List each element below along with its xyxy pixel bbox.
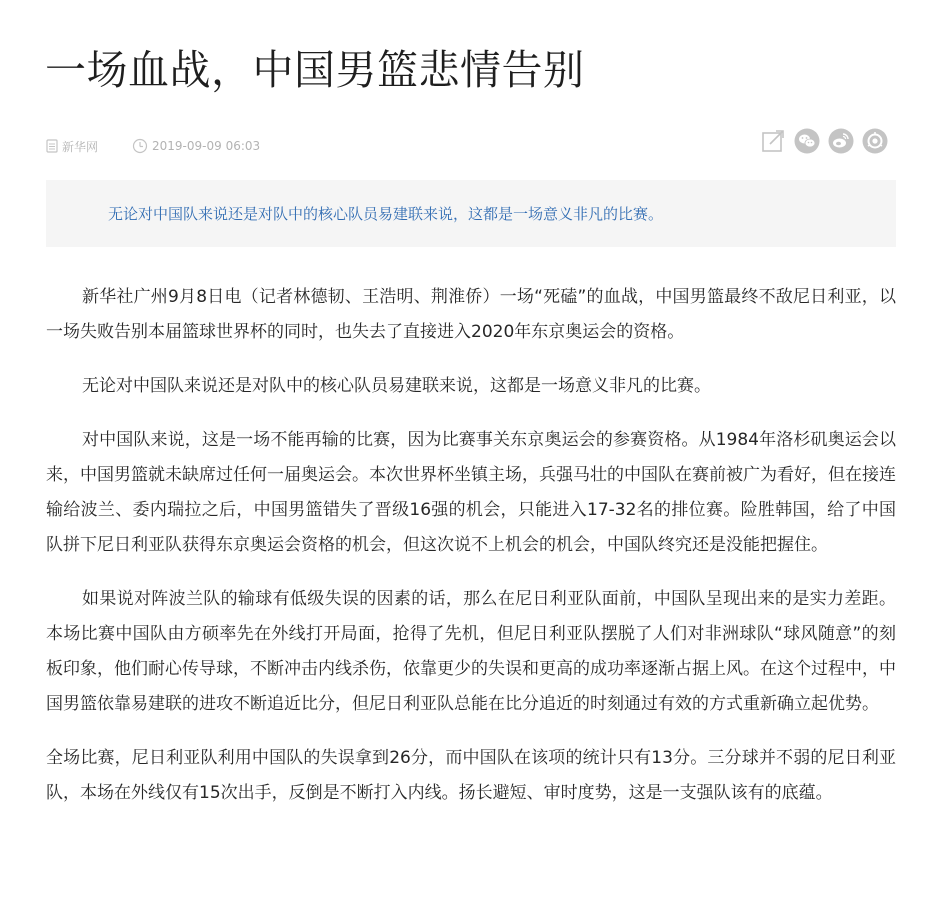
qzone-share-button[interactable] xyxy=(862,128,888,154)
qzone-icon xyxy=(862,128,888,154)
article-meta xyxy=(46,134,294,158)
article-source[interactable]: 新华网 xyxy=(62,139,99,154)
paragraph: 如果说对阵波兰队的输球有低级失误的因素的话，那么在尼日利亚队面前，中国队呈现出来的是实力差距。本场比赛中国队由方硕率先在外线打开局面，抢得了先机，但尼日利亚队摆脱了人们对非洲球队“球风随意”的刻板印象，他们耐心传导球，不断冲击内线杀伤，依靠更少的失误和更高的成功率逐渐占据上风。在这个过程中，中国男篮依靠易建联的进攻不断追近比分，但尼日利亚队总能在比分追近的时刻通过有效的方式重新确立起优势。 xyxy=(46,589,896,714)
document-icon xyxy=(46,139,58,153)
article-title: 一场血战，中国男篮悲情告别 xyxy=(45,46,585,94)
share-bar xyxy=(760,128,896,154)
article-datetime: 2019-09-09 06:03 xyxy=(152,139,261,153)
wechat-icon xyxy=(794,128,820,154)
article-body xyxy=(46,280,896,830)
article-summary xyxy=(46,180,896,247)
weibo-share-button[interactable] xyxy=(828,128,854,154)
share-icon xyxy=(761,129,785,153)
time-meta xyxy=(132,138,260,154)
share-button[interactable] xyxy=(760,128,786,154)
wechat-share-button[interactable] xyxy=(794,128,820,154)
paragraph: 新华社广州9月8日电（记者林德韧、王浩明、荆淮侨）一场“死磕”的血战，中国男篮最终不敌尼日利亚，以一场失败告别本届篮球世界杯的同时，也失去了直接进入2020年东京奥运会的资格。 xyxy=(46,287,896,342)
paragraph: 全场比赛，尼日利亚队利用中国队的失误拿到26分，而中国队在该项的统计只有13分。三分球并不弱的尼日利亚队，本场在外线仅有15次出手，反倒是不断打入内线。扬长避短、审时度势，这是一支强队该有的底蕴。 xyxy=(46,748,896,803)
paragraph: 对中国队来说，这是一场不能再输的比赛，因为比赛事关东京奥运会的参赛资格。从1984年洛杉矶奥运会以来，中国男篮就未缺席过任何一届奥运会。本次世界杯坐镇主场，兵强马壮的中国队在赛前被广为看好，但在接连输给波兰、委内瑞拉之后，中国男篮错失了晋级16强的机会，只能进入17-32名的排位赛。险胜韩国，给了中国队拼下尼日利亚队获得东京奥运会资格的机会，但这次说不上机会的机会，中国队终究还是没能把握住。 xyxy=(46,430,896,555)
clock-icon xyxy=(132,138,148,154)
summary-text: 无论对中国队来说还是对队中的核心队员易建联来说，这都是一场意义非凡的比赛。 xyxy=(108,205,664,223)
source-meta xyxy=(46,138,98,155)
paragraph: 无论对中国队来说还是对队中的核心队员易建联来说，这都是一场意义非凡的比赛。 xyxy=(82,376,711,396)
weibo-icon xyxy=(828,128,854,154)
